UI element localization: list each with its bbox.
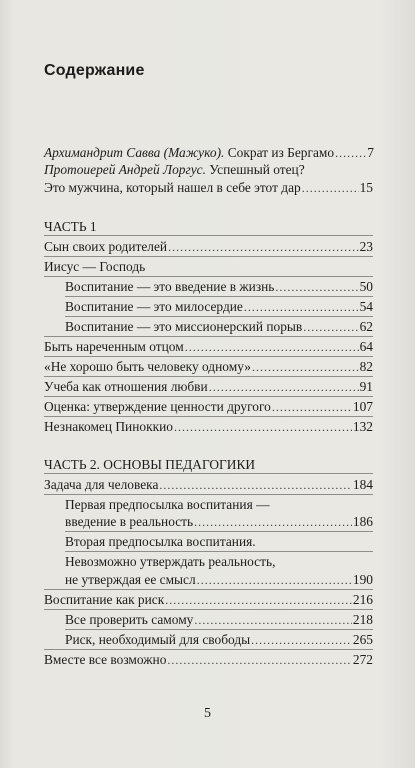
entry-page: 7	[367, 145, 374, 160]
entry-title: Задача для человека	[44, 477, 159, 492]
entry-title: Незнакомец Пиноккио	[44, 419, 173, 434]
divider	[44, 256, 373, 257]
divider	[65, 296, 373, 297]
divider	[44, 473, 373, 474]
entry-title: не утверждая ее смысл	[65, 572, 196, 587]
leader-dots	[244, 299, 359, 315]
toc-entry	[44, 162, 305, 178]
leader-dots	[167, 652, 352, 668]
entry-title: Риск, необходимый для свободы	[65, 632, 251, 647]
divider	[44, 416, 373, 417]
leader-dots	[252, 359, 359, 375]
divider	[44, 649, 373, 650]
toc-entry	[44, 592, 373, 608]
toc-entry	[44, 399, 373, 415]
entry-page: 82	[359, 359, 373, 374]
divider	[44, 336, 373, 337]
divider	[44, 376, 373, 377]
divider	[65, 316, 373, 317]
leader-dots	[159, 477, 352, 493]
entry-title: Воспитание — это милосердие	[65, 299, 243, 314]
toc-entry	[44, 145, 374, 161]
divider	[44, 356, 373, 357]
divider	[44, 276, 373, 277]
entry-title: Воспитание как риск	[44, 592, 165, 607]
divider	[44, 396, 373, 397]
leader-dots	[174, 419, 352, 435]
toc-entry	[44, 239, 373, 255]
entry-page: 186	[352, 514, 373, 529]
toc-subentry	[65, 632, 373, 648]
leader-dots	[168, 239, 359, 255]
divider	[44, 609, 373, 610]
page-number: 5	[204, 706, 211, 721]
entry-title: Сын своих родителей	[44, 239, 168, 254]
leader-dots	[302, 180, 359, 196]
toc-subentry	[65, 612, 373, 628]
toc-subentry	[65, 299, 373, 315]
entry-page: 218	[352, 612, 373, 627]
part-heading: ЧАСТЬ 2. ОСНОВЫ ПЕДАГОГИКИ	[44, 457, 256, 472]
entry-page: 272	[352, 652, 373, 667]
entry-title: Все проверить самому	[65, 612, 194, 627]
entry-title: введение в реальность	[65, 514, 194, 529]
entry-title: Воспитание — это введение в жизнь	[65, 279, 275, 294]
entry-title: Учеба как отношения любви	[44, 379, 208, 394]
toc-subentry	[65, 514, 373, 530]
divider	[44, 589, 373, 590]
entry-page: 107	[352, 399, 373, 414]
entry-page: 15	[359, 180, 373, 195]
entry-title: Воспитание — это миссионерский порыв	[65, 319, 303, 334]
entry-page: 216	[352, 592, 373, 607]
leader-dots	[275, 279, 358, 295]
entry-title: Вместе все возможно	[44, 652, 167, 667]
entry-title: Сократ из Бергамо	[224, 145, 335, 160]
toc-subentry	[65, 319, 373, 335]
divider	[65, 629, 373, 630]
divider	[44, 494, 373, 495]
leader-dots	[185, 339, 359, 355]
divider	[65, 551, 373, 552]
leader-dots	[194, 612, 352, 628]
leader-dots	[197, 572, 352, 588]
toc-subentry: Невозможно утверждать реальность,	[65, 554, 276, 569]
divider	[44, 235, 373, 236]
toc-subentry	[65, 572, 373, 588]
entry-page: 62	[359, 319, 373, 334]
entry-title: «Не хорошо быть человеку одному»	[44, 359, 251, 374]
toc-entry	[44, 359, 373, 375]
entry-author: Архимандрит Савва (Мажуко).	[44, 145, 225, 160]
entry-page: 265	[352, 632, 373, 647]
toc-entry	[44, 652, 373, 668]
toc-subentry: Вторая предпосылка воспитания.	[65, 534, 256, 549]
part-heading: ЧАСТЬ 1	[44, 219, 97, 234]
toc-entry	[44, 339, 373, 355]
entry-author: Протоиерей Андрей Лоргус.	[44, 162, 206, 177]
leader-dots	[303, 319, 358, 335]
entry-title: Успешный отец?	[205, 162, 305, 177]
entry-title: Оценка: утверждение ценности другого	[44, 399, 271, 414]
entry-title: Быть нареченным отцом	[44, 339, 184, 354]
divider	[65, 531, 373, 532]
toc-subentry: Первая предпосылка воспитания —	[65, 497, 270, 512]
leader-dots	[194, 514, 352, 530]
toc-entry	[44, 477, 373, 493]
entry-page: 184	[352, 477, 373, 492]
leader-dots	[251, 632, 352, 648]
entry-page: 132	[352, 419, 373, 434]
toc-entry: Иисус — Господь	[44, 259, 146, 274]
entry-page: 91	[359, 379, 373, 394]
toc-entry	[44, 180, 373, 196]
toc-entry	[44, 419, 373, 435]
entry-title: Это мужчина, который нашел в себе этот дар	[44, 180, 301, 195]
entry-page: 64	[359, 339, 373, 354]
leader-dots	[209, 379, 359, 395]
entry-page: 50	[359, 279, 373, 294]
leader-dots	[272, 399, 352, 415]
toc-subentry	[65, 279, 373, 295]
leader-dots	[335, 145, 366, 161]
page-title: Содержание	[44, 62, 145, 79]
entry-page: 190	[352, 572, 373, 587]
entry-page: 23	[359, 239, 373, 254]
toc-entry	[44, 379, 373, 395]
leader-dots	[165, 592, 352, 608]
entry-page: 54	[359, 299, 373, 314]
